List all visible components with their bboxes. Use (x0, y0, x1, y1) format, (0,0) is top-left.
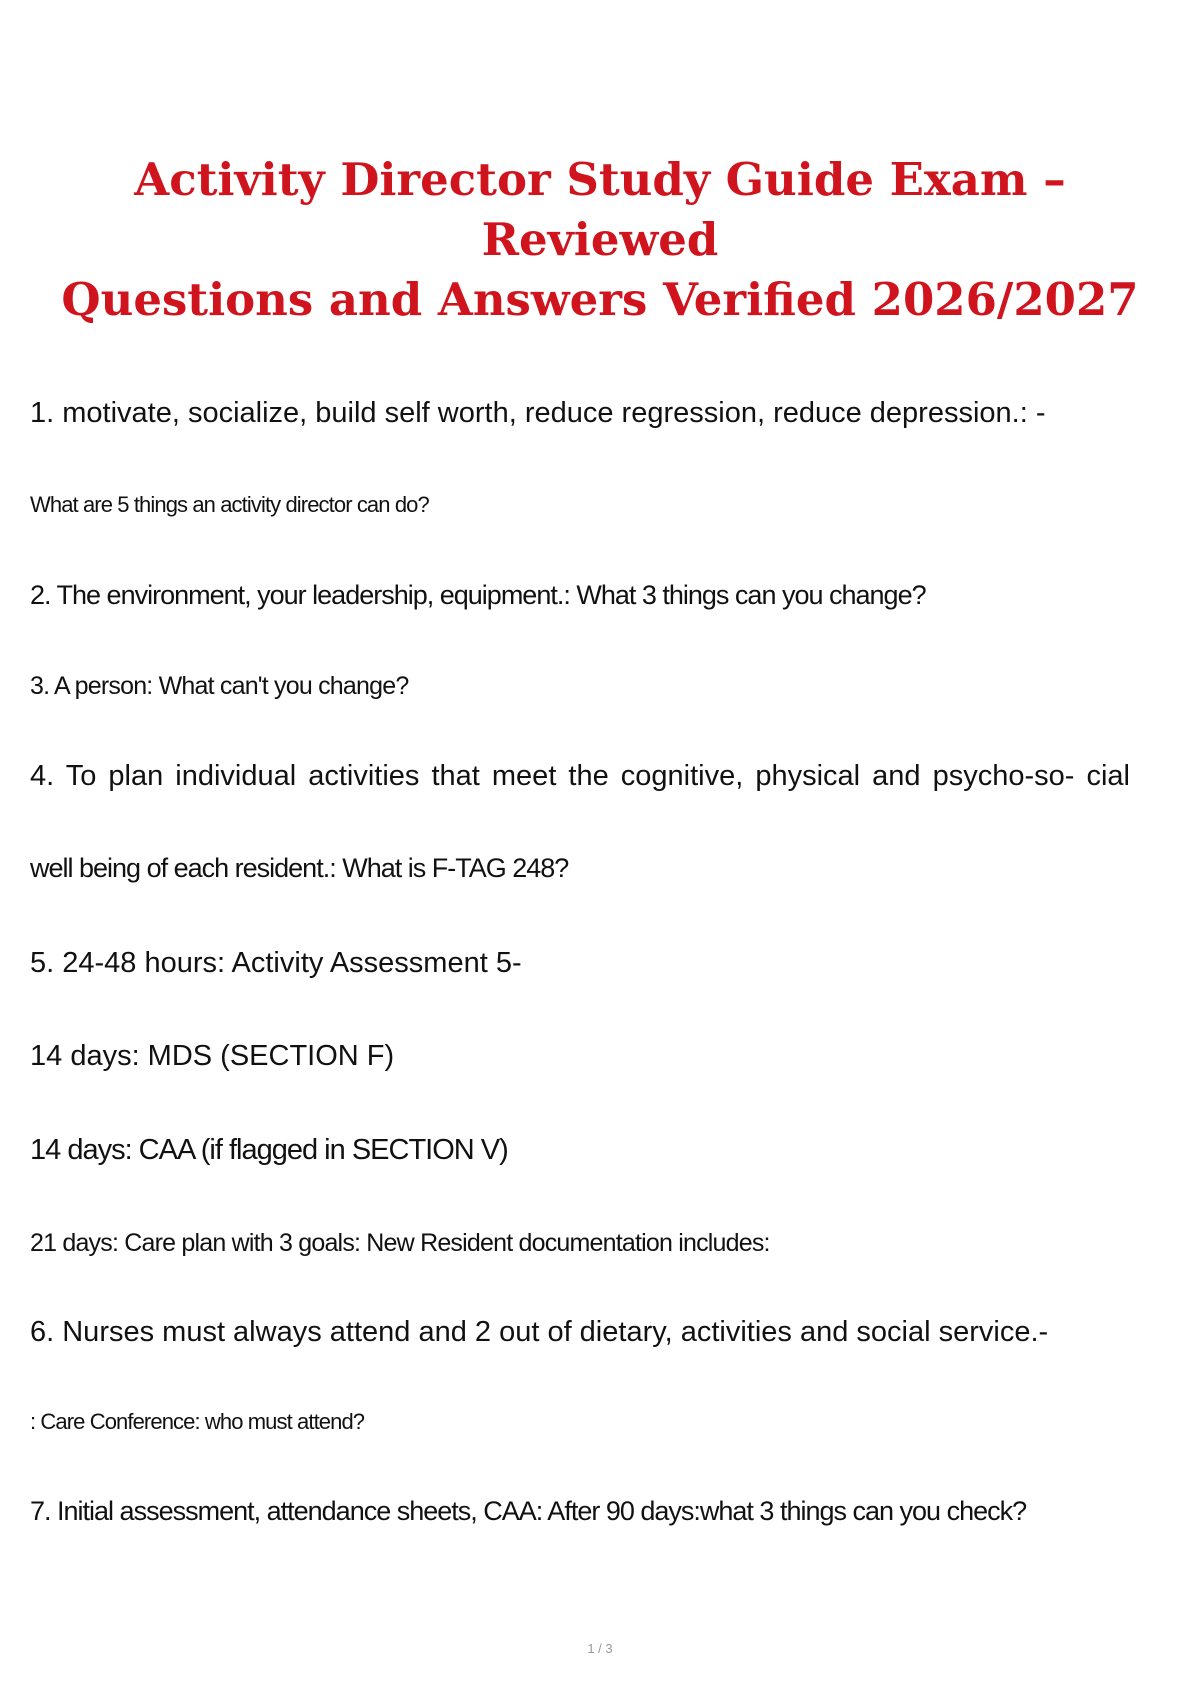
qa-line-7: 7. Initial assessment, attendance sheets, CAA: After 90 days:what 3 things can you check? (30, 1496, 1027, 1526)
qa-line-1-answer: 1. motivate, socialize, build self worth, reduce regression, reduce depression.: - (30, 397, 1046, 429)
qa-line-3: 3. A person: What can't you change? (30, 672, 409, 700)
qa-line-4-answer: 4. To plan individual activities that meet the cognitive, physical and psycho-so- cial (30, 760, 1130, 792)
qa-line-5-continued-1: 14 days: MDS (SECTION F) (30, 1040, 395, 1072)
qa-line-5-answer: 5. 24-48 hours: Activity Assessment 5- (30, 947, 522, 979)
qa-line-5-continued-2: 14 days: CAA (if flagged in SECTION V) (30, 1134, 508, 1166)
qa-line-4-question: well being of each resident.: What is F-TAG 248? (30, 853, 569, 883)
title-line-1: Activity Director Study Guide Exam – Reviewed (134, 153, 1066, 266)
qa-line-5-question: 21 days: Care plan with 3 goals: New Resident documentation includes: (30, 1229, 770, 1257)
qa-line-2: 2. The environment, your leadership, equipment.: What 3 things can you change? (30, 580, 926, 610)
qa-line-1-question: What are 5 things an activity director can do? (30, 492, 429, 517)
qa-line-6-answer: 6. Nurses must always attend and 2 out of dietary, activities and social service.- (30, 1316, 1049, 1348)
title-line-2: Questions and Answers Verified 2026/2027 (61, 273, 1139, 326)
qa-line-6-question: : Care Conference: who must attend? (30, 1409, 365, 1434)
document-title (40, 150, 1160, 330)
page-indicator: 1 / 3 (587, 1641, 613, 1656)
